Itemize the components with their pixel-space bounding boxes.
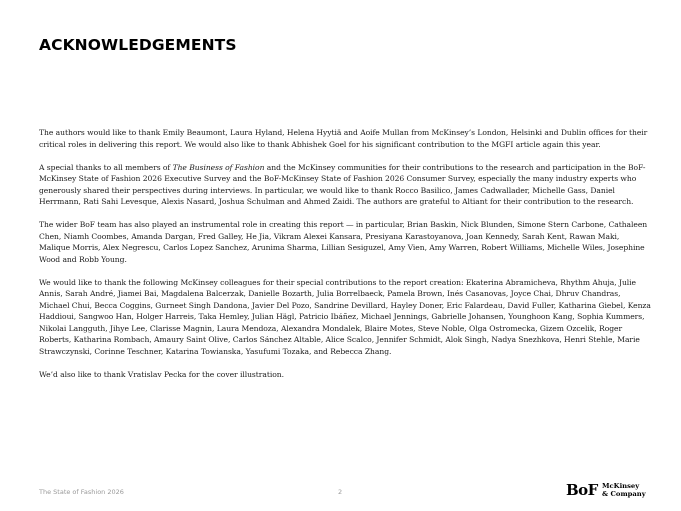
publication-name: The Business of Fashion [172,162,265,172]
page-title: ACKNOWLEDGEMENTS [39,36,237,54]
paragraph-bof-team: The wider BoF team has also played an instrumental role in creating this report — in particular, Brian Baskin, Nick Blunden, Simone Stern Carbone, Cathaleen Chen, Niamh Coombes, Amanda Dargan, Fred Galley, He Jia, Vikram Alexei Kansara, Presiyana Karastoyanova, Joan Kennedy, Sarah Kent, Rawan Maki, Malique Morris, Alex Negrescu, Carlos Lopez Sanchez, Arunima Sharma, Lillian Sesiguzel, Amy Vien, Amy Warren, Robert Williams, Michelle Wiles, Josephine Wood and Robb Young. [39,220,648,264]
bof-logo: BoF [566,481,598,499]
page-number: 2 [338,488,343,496]
paragraph-cover-illustration: We’d also like to thank Vratislav Pecka for the cover illustration. [39,369,284,379]
mckinsey-logo-line1: McKinsey [602,482,640,490]
special-thanks-intro: A special thanks to all members of [39,162,173,172]
acknowledgements-body [39,127,651,392]
mckinsey-logo-line2: & Company [602,490,646,498]
mckinsey-logo [602,482,646,498]
paragraph-authors: The authors would like to thank Emily Beaumont, Laura Hyland, Helena Hyytiä and Aoife Mullan from McKinsey’s London, Helsinki and Dublin offices for their critical roles in delivering this report. We would also like to thank Abhishek Goel for his significant contribution to the MGFI article again this year. [39,128,648,149]
special-thanks-body: and the McKinsey communities for their contributions to the research and participation in the BoF-McKinsey State of Fashion 2026 Executive Survey and the BoF-McKinsey State of Fashion 2026 Consumer Survey, especially the many industry experts who generously shared their perspectives during interviews. In particular, we would like to thank Rocco Basilico, James Cadwallader, Michelle Gass, Daniel Herrmann, Rati Sahi Levesque, Alexis Nasard, Joshua Schulman and Ahmed Zaidi. The authors are grateful to Altiant for their contribution to the research. [39,162,646,206]
footer-publication: The State of Fashion 2026 [39,488,124,496]
paragraph-mckinsey-colleagues: We would like to thank the following McKinsey colleagues for their special contributions to the report creation: Ekaterina Abramicheva, Rhythm Ahuja, Julie Annis, Sarah André, Jiamei Bai, Magdalena Balcerzak, Danielle Bozarth, Julia Borrelbaeck, Pamela Brown, Inés Casanovas, Joyce Chai, Dhruv Chandras, Michael Chui, Becca Coggins, Gurneet Singh Dandona, Javier Del Pozo, Sandrine Devillard, Hayley Doner, Eric Falardeau, David Fuller, Katharina Giebel, Kenza Haddioui, Sangwoo Han, Holger Harreis, Taka Hemley, Julian Hägl, Patricio Ibáñez, Michael Jennings, Gabrielle Johansen, Younghoon Kang, Sophia Kummers, Nikolai Langguth, Jihye Lee, Clarisse Magnin, Laura Mendoza, Alexandra Mondalek, Blaire Motes, Steve Noble, Olga Ostromecka, Gizem Ozcelik, Roger Roberts, Katharina Rombach, Amaury Saint Olive, Carlos Sánchez Altable, Alice Scalco, Jennifer Schmidt, Alok Singh, Nadya Snezhkova, Henri Stehle, Marie Strawczynski, Corinne Teschner, Katarina Towianska, Yasufumi Tozaka, and Rebecca Zhang. [39,277,651,356]
paragraph-special-thanks [39,162,651,208]
